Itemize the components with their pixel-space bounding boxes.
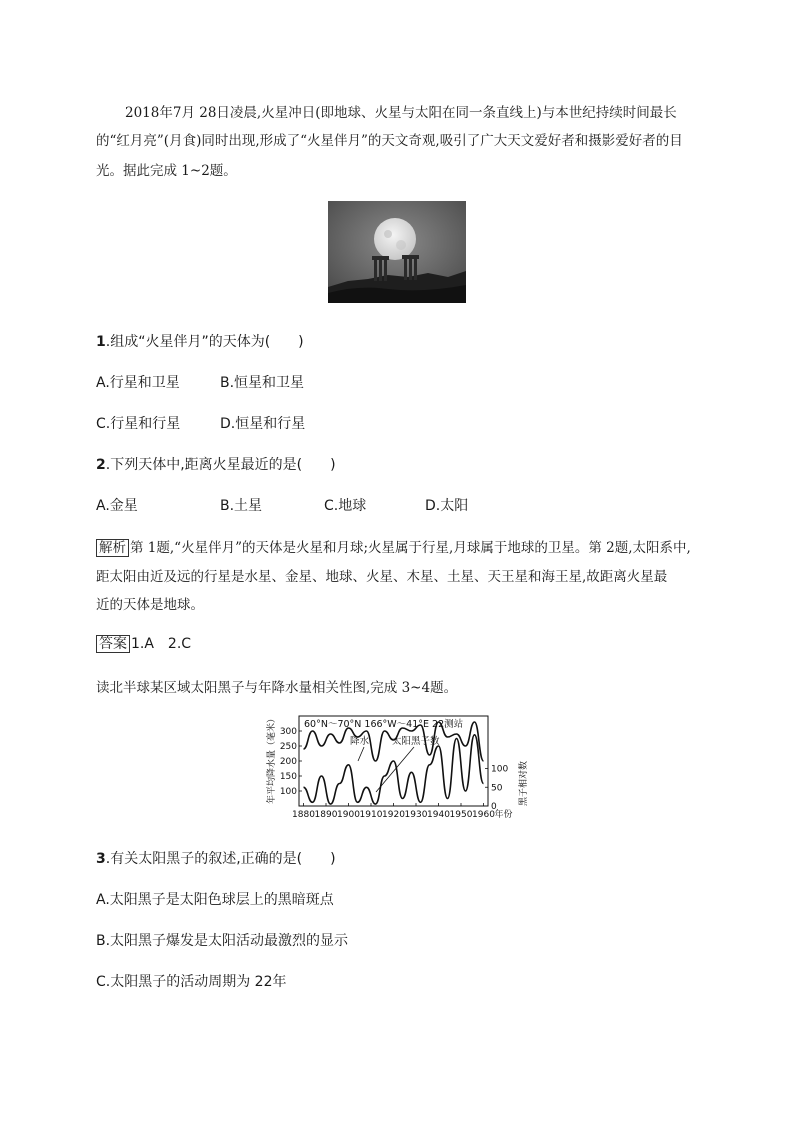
- intro-2: 读北半球某区域太阳黑子与年降水量相关性图,完成 3~4题。: [96, 680, 458, 696]
- question-3-number: 3: [96, 851, 106, 867]
- y-right-tick-label: 0: [491, 802, 497, 812]
- question-3-stem: .有关太阳黑子的叙述,正确的是( ): [105, 851, 336, 867]
- intro-line-1: 2018年7月 28日凌晨,火星冲日(即地球、火星与太阳在同一条直线上)与本世纪持续时间最长: [125, 105, 677, 121]
- analysis-line-3: 近的天体是地球。: [96, 597, 204, 613]
- question-2: [96, 454, 336, 474]
- x-tick-label: 1920: [382, 810, 405, 820]
- y-left-tick-label: 300: [279, 727, 297, 737]
- question-1-stem: .组成“火星伴月”的天体为( ): [105, 334, 304, 350]
- analysis-label: 解析: [96, 539, 129, 557]
- question-1-options-row-2: [96, 413, 305, 433]
- question-2-number: 2: [96, 457, 106, 473]
- q1-option-c[interactable]: C.行星和行星: [96, 416, 181, 432]
- answer-label: 答案: [96, 635, 130, 653]
- q2-option-d[interactable]: D.太阳: [425, 498, 469, 514]
- analysis-text-1: 第 1题,“火星伴月”的天体是火星和月球;火星属于行星,月球属于地球的卫星。第 2题,太阳系中,: [130, 540, 691, 556]
- y-axis-right-label: 黑子相对数: [519, 760, 529, 806]
- answer-text: 1.A 2.C: [131, 636, 192, 652]
- q1-option-d[interactable]: D.恒星和行星: [220, 416, 306, 432]
- x-tick-label: 1930: [404, 810, 428, 820]
- series-label-sunspots: 太阳黑子数: [392, 736, 440, 747]
- question-2-stem: .下列天体中,距离火星最近的是( ): [105, 457, 336, 473]
- q1-option-a[interactable]: A.行星和卫星: [96, 375, 180, 391]
- q2-option-b[interactable]: B.土星: [220, 498, 263, 514]
- x-tick-label: 1940: [427, 810, 450, 820]
- y-left-tick-label: 250: [279, 742, 297, 752]
- x-tick-label: 1960: [472, 810, 495, 820]
- x-tick-label: 1950: [449, 810, 473, 820]
- moon-photo: [328, 201, 466, 303]
- x-tick-label: 1910: [359, 810, 383, 820]
- intro-line-2: 的“红月亮”(月食)同时出现,形成了“火星伴月”的天文奇观,吸引了广大天文爱好者和摄影爱好者的目: [96, 133, 683, 149]
- y-axis-left-label: 年平均降水量（毫米）: [267, 713, 277, 804]
- y-right-tick-label: 50: [491, 783, 503, 794]
- question-1: [96, 331, 304, 351]
- series-pointer-sunspots: [376, 747, 414, 792]
- series-label-precipitation: 降水: [350, 736, 370, 747]
- question-2-options: [96, 495, 468, 515]
- q3-option-c[interactable]: C.太阳黑子的活动周期为 22年: [96, 974, 287, 990]
- x-tick-label: 1880: [292, 810, 315, 820]
- y-left-tick-label: 150: [279, 772, 297, 782]
- y-left-tick-label: 100: [279, 787, 297, 797]
- q1-option-b[interactable]: B.恒星和卫星: [220, 375, 305, 391]
- q2-option-a[interactable]: A.金星: [96, 498, 138, 514]
- series-pointer-precipitation: [358, 747, 364, 761]
- q3-option-b[interactable]: B.太阳黑子爆发是太阳活动最激烈的显示: [96, 933, 349, 949]
- analysis-line-2: 距太阳由近及远的行星是水星、金星、地球、火星、木星、土星、天王星和海王星,故距离火星最: [96, 569, 668, 585]
- question-3: [96, 848, 336, 868]
- x-tick-label: 1900: [337, 810, 360, 820]
- sunspot-precipitation-chart: [264, 712, 534, 824]
- analysis-line-1: [96, 536, 691, 556]
- q3-option-a[interactable]: A.太阳黑子是太阳色球层上的黑暗斑点: [96, 892, 334, 908]
- y-right-tick-label: 100: [491, 764, 509, 775]
- question-1-options-row-1: [96, 372, 304, 392]
- answer-line: [96, 633, 191, 653]
- chart-svg: [264, 712, 534, 824]
- x-axis-label: 年份: [494, 810, 513, 820]
- y-left-tick-label: 200: [279, 757, 297, 767]
- x-tick-label: 1890: [314, 810, 338, 820]
- chart-title: 60°N～70°N 166°W～41°E 22测站: [304, 719, 464, 730]
- intro-line-3: 光。据此完成 1~2题。: [96, 163, 237, 179]
- question-1-number: 1: [96, 334, 106, 350]
- q2-option-c[interactable]: C.地球: [324, 498, 367, 514]
